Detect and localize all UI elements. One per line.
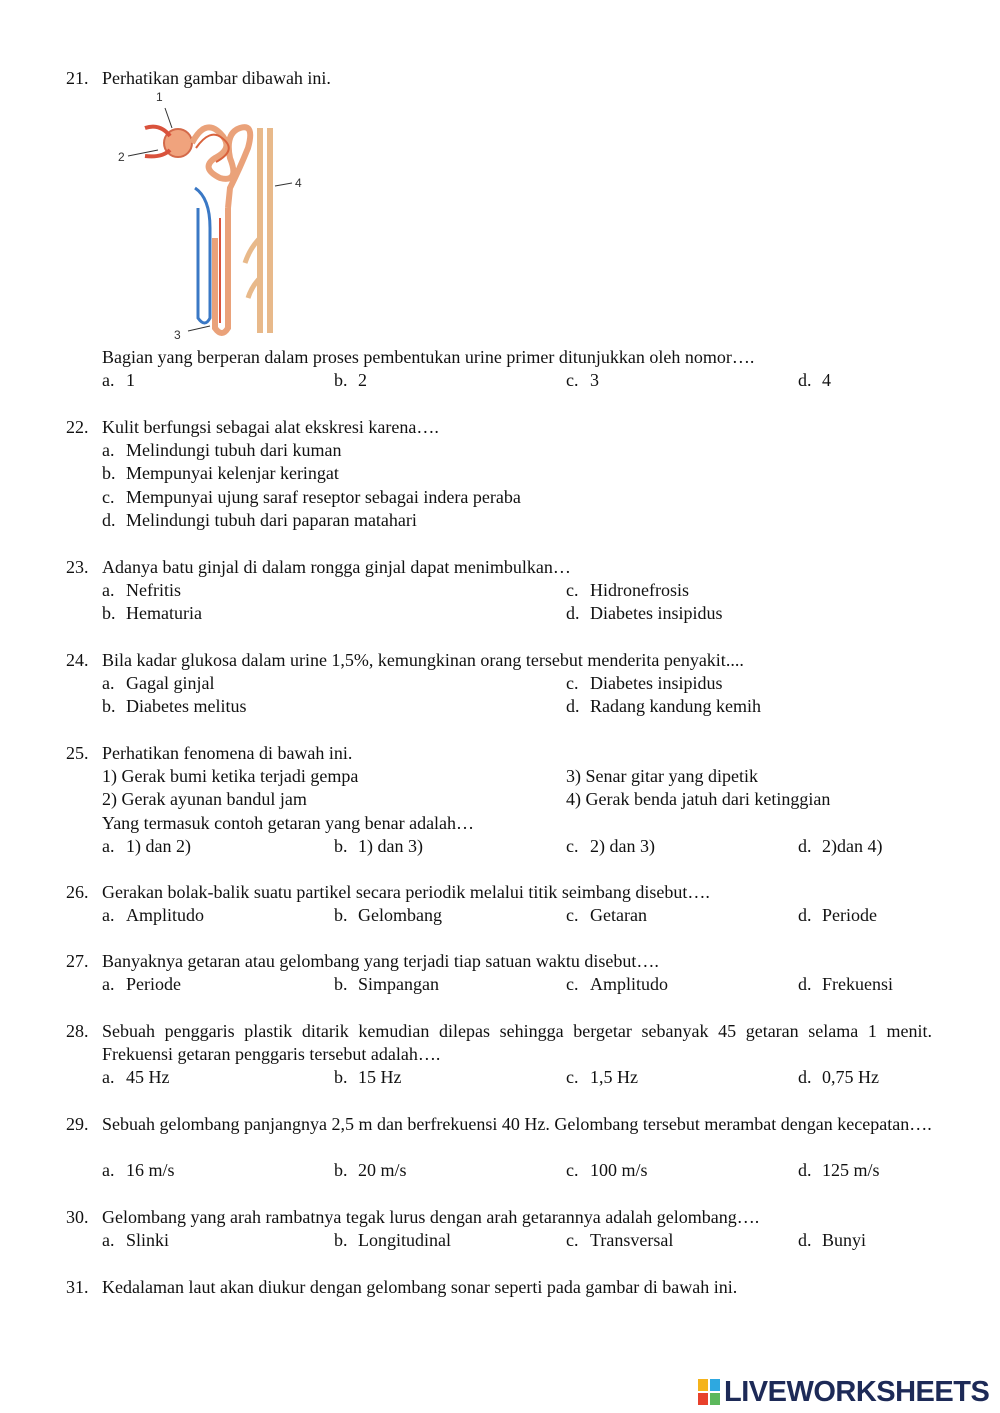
option-c[interactable]: c. Diabetes insipidus xyxy=(566,673,723,693)
question-number: 30. xyxy=(66,1207,89,1227)
question-21-answer xyxy=(66,346,936,392)
option-c[interactable]: c. 100 m/s xyxy=(566,1160,648,1180)
question-22 xyxy=(66,416,936,532)
options-row xyxy=(102,369,932,392)
option-b[interactable]: b. Hematuria xyxy=(102,603,202,623)
question-text: Sebuah penggaris plastik ditarik kemudian dilepas sehingga bergetar sebanyak 45 getaran selama 1 menit. Frekuensi getaran penggaris tersebut adalah…. xyxy=(102,1021,932,1065)
question-text: Kedalaman laut akan diukur dengan gelombang sonar seperti pada gambar di bawah ini. xyxy=(102,1277,738,1297)
option-b[interactable]: b. 2 xyxy=(334,370,367,390)
options-row xyxy=(102,1159,932,1182)
question-25 xyxy=(66,742,936,858)
question-prompt: Yang termasuk contoh getaran yang benar adalah… xyxy=(102,813,475,833)
phenomenon-item: 1) Gerak bumi ketika terjadi gempa xyxy=(102,766,359,786)
option-d[interactable]: d. Radang kandung kemih xyxy=(566,696,761,716)
option-d[interactable]: d. 2)dan 4) xyxy=(798,836,883,856)
option-b[interactable]: b. Longitudinal xyxy=(334,1230,451,1250)
question-text: Adanya batu ginjal di dalam rongga ginjal dapat menimbulkan… xyxy=(102,557,571,577)
option-d[interactable]: d. Bunyi xyxy=(798,1230,867,1250)
phenomena-row xyxy=(102,765,932,788)
option-c[interactable]: c. Amplitudo xyxy=(566,974,669,994)
option-c[interactable]: c. Getaran xyxy=(566,905,647,925)
question-text: Bila kadar glukosa dalam urine 1,5%, kemungkinan orang tersebut menderita penyakit.... xyxy=(102,650,744,670)
option-b[interactable]: b. 15 Hz xyxy=(334,1067,402,1087)
option-a[interactable]: a. Nefritis xyxy=(102,580,181,600)
question-number: 22. xyxy=(66,417,89,437)
figure-label-1: 1 xyxy=(156,90,163,104)
liveworksheets-logo xyxy=(698,1375,994,1409)
question-29 xyxy=(66,1113,936,1183)
option-a[interactable]: a. Periode xyxy=(102,974,181,994)
option-b[interactable]: b. Diabetes melitus xyxy=(102,696,247,716)
phenomenon-item: 2) Gerak ayunan bandul jam xyxy=(102,789,307,809)
option-c[interactable]: c. 1,5 Hz xyxy=(566,1067,638,1087)
question-number: 28. xyxy=(66,1021,89,1041)
question-24 xyxy=(66,649,936,719)
phenomena-row xyxy=(102,788,932,811)
options-row xyxy=(102,1229,932,1252)
question-text: Kulit berfungsi sebagai alat ekskresi karena…. xyxy=(102,417,439,437)
option-a[interactable]: a. Slinki xyxy=(102,1230,170,1250)
question-28 xyxy=(66,1020,936,1090)
nephron-diagram xyxy=(110,88,310,346)
option-c[interactable]: c. Hidronefrosis xyxy=(566,580,689,600)
question-31 xyxy=(66,1276,936,1300)
option-c[interactable]: c. Transversal xyxy=(566,1230,674,1250)
option-a[interactable]: a. 16 m/s xyxy=(102,1160,175,1180)
option-b[interactable]: b. Mempunyai kelenjar keringat xyxy=(102,463,339,483)
option-c[interactable]: c. Mempunyai ujung saraf reseptor sebagai indera peraba xyxy=(102,487,521,507)
figure-label-2: 2 xyxy=(118,150,125,164)
option-b[interactable]: b. Simpangan xyxy=(334,974,439,994)
option-d[interactable]: d. 125 m/s xyxy=(798,1160,880,1180)
option-d[interactable]: d. Frekuensi xyxy=(798,974,893,994)
option-a[interactable]: a. Amplitudo xyxy=(102,905,205,925)
option-d[interactable]: d. 0,75 Hz xyxy=(798,1067,879,1087)
question-26 xyxy=(66,881,936,927)
question-number: 31. xyxy=(66,1277,89,1297)
question-text: Perhatikan fenomena di bawah ini. xyxy=(102,743,353,763)
options-row xyxy=(102,695,932,718)
option-b[interactable]: b. 1) dan 3) xyxy=(334,836,423,856)
option-c[interactable]: c. 3 xyxy=(566,370,599,390)
option-a[interactable]: a. Gagal ginjal xyxy=(102,673,215,693)
nephron-illustration xyxy=(110,88,310,346)
option-d[interactable]: d. 4 xyxy=(798,370,831,390)
question-number: 27. xyxy=(66,951,89,971)
question-number: 26. xyxy=(66,882,89,902)
question-23 xyxy=(66,556,936,626)
question-30 xyxy=(66,1206,936,1252)
question-text: Perhatikan gambar dibawah ini. xyxy=(102,68,331,88)
question-text: Banyaknya getaran atau gelombang yang terjadi tiap satuan waktu disebut…. xyxy=(102,951,659,971)
option-d[interactable]: d. Diabetes insipidus xyxy=(566,603,723,623)
question-text: Gelombang yang arah rambatnya tegak lurus dengan arah getarannya adalah gelombang…. xyxy=(102,1207,760,1227)
options-row xyxy=(102,672,932,695)
option-a[interactable]: a. Melindungi tubuh dari kuman xyxy=(102,440,342,460)
option-b[interactable]: b. Gelombang xyxy=(334,905,442,925)
option-d[interactable]: d. Melindungi tubuh dari paparan matahari xyxy=(102,510,417,530)
question-text: Sebuah gelombang panjangnya 2,5 m dan berfrekuensi 40 Hz. Gelombang tersebut merambat dengan kecepatan…. xyxy=(102,1114,932,1134)
question-27 xyxy=(66,950,936,996)
liveworksheets-logo-icon xyxy=(698,1379,720,1405)
options-row xyxy=(102,904,932,927)
options-row xyxy=(102,973,932,996)
question-number: 25. xyxy=(66,743,89,763)
option-b[interactable]: b. 20 m/s xyxy=(334,1160,407,1180)
options-row xyxy=(102,1066,932,1089)
question-number: 21. xyxy=(66,68,89,88)
options-row xyxy=(102,835,932,858)
brand-name: LIVEWORKSHEETS xyxy=(724,1376,990,1408)
figure-label-3: 3 xyxy=(174,328,181,342)
question-number: 24. xyxy=(66,650,89,670)
options-row xyxy=(102,579,932,602)
question-prompt: Bagian yang berperan dalam proses pembentukan urine primer ditunjukkan oleh nomor…. xyxy=(102,347,755,367)
option-a[interactable]: a. 1 xyxy=(102,370,135,390)
question-text: Gerakan bolak-balik suatu partikel secara periodik melalui titik seimbang disebut…. xyxy=(102,882,710,902)
option-a[interactable]: a. 45 Hz xyxy=(102,1067,170,1087)
question-number: 23. xyxy=(66,557,89,577)
option-c[interactable]: c. 2) dan 3) xyxy=(566,836,655,856)
option-d[interactable]: d. Periode xyxy=(798,905,877,925)
phenomenon-item: 4) Gerak benda jatuh dari ketinggian xyxy=(566,789,831,809)
options-row xyxy=(102,602,932,625)
question-number: 29. xyxy=(66,1114,89,1134)
phenomenon-item: 3) Senar gitar yang dipetik xyxy=(566,766,758,786)
option-a[interactable]: a. 1) dan 2) xyxy=(102,836,191,856)
figure-label-4: 4 xyxy=(295,176,302,190)
